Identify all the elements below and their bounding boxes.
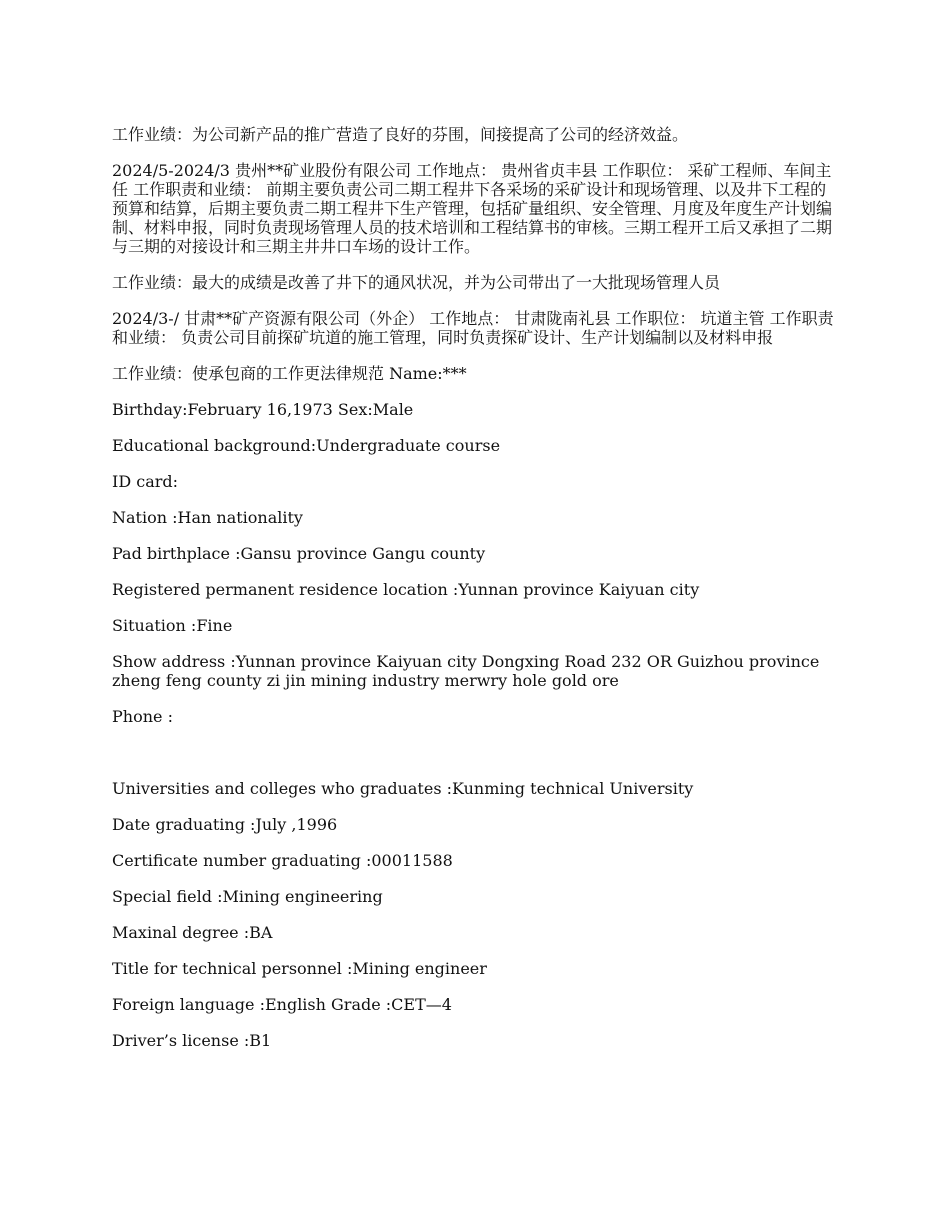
nation-line: Nation :Han nationality — [112, 508, 303, 527]
work-achievement-paragraph: 工作业绩：为公司新产品的推广营造了良好的芬围，间接提高了公司的经济效益。 — [112, 125, 689, 144]
blank-spacer — [112, 743, 842, 779]
work-experience-gansu: 2024/3-/ 甘肃**矿产资源有限公司（外企） 工作地点： 甘肃陇南礼县 工作职位： 坑道主管 工作职责和业绩： 负责公司目前探矿坑道的施工管理，同时负责探矿设计、生产计划编制以及材料申报 — [112, 309, 834, 347]
work-achievement-paragraph: 工作业绩：最大的成绩是改善了井下的通风状况，并为公司带出了一大批现场管理人员 — [112, 273, 721, 292]
work-experience-guizhou: 2024/5-2024/3 贵州**矿业股份有限公司 工作地点： 贵州省贞丰县 工作职位： 采矿工程师、车间主任 工作职责和业绩： 前期主要负责公司二期工程井下各采场的采矿设计和现场管理、以及井下工程的预算和结算，后期主要负责二期工程井下生产管理，包括矿量组织、安全管理、月度及年度生产计划编制、材料申报，同时负责现场管理人员的技术培训和工程结算书的审核。三期工程开工后又承担了二期与三期的对接设计和三期主井井口车场的设计工作。 — [112, 161, 833, 256]
address-line: Show address :Yunnan province Kaiyuan city Dongxing Road 232 OR Guizhou province zheng feng county zi jin mining industry merwry hole gold ore — [112, 652, 820, 690]
degree-line: Maxinal degree :BA — [112, 923, 273, 942]
residence-line: Registered permanent residence location :Yunnan province Kaiyuan city — [112, 580, 700, 599]
university-line: Universities and colleges who graduates :Kunming technical University — [112, 779, 694, 798]
certificate-number-line: Certificate number graduating :00011588 — [112, 851, 453, 870]
technical-title-line: Title for technical personnel :Mining engineer — [112, 959, 487, 978]
id-card-line: ID card: — [112, 472, 179, 491]
work-achievement-name-paragraph: 工作业绩：使承包商的工作更法律规范 Name:*** — [112, 364, 467, 383]
drivers-license-line: Driver’s license :B1 — [112, 1031, 272, 1050]
birthplace-line: Pad birthplace :Gansu province Gangu county — [112, 544, 486, 563]
special-field-line: Special field :Mining engineering — [112, 887, 383, 906]
document-page — [112, 125, 842, 1067]
situation-line: Situation :Fine — [112, 616, 233, 635]
birthday-sex-line: Birthday:February 16,1973 Sex:Male — [112, 400, 414, 419]
foreign-language-line: Foreign language :English Grade :CET—4 — [112, 995, 452, 1014]
phone-line: Phone : — [112, 707, 173, 726]
graduation-date-line: Date graduating :July ,1996 — [112, 815, 338, 834]
education-line: Educational background:Undergraduate course — [112, 436, 501, 455]
